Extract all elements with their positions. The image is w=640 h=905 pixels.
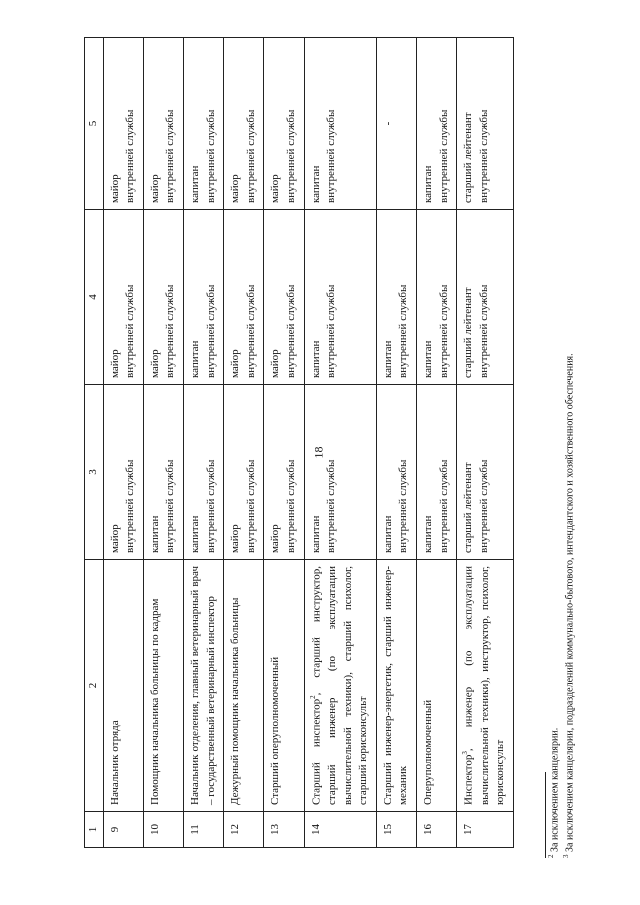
footnote-mark: 2: [308, 695, 317, 699]
page-number: 18: [311, 446, 326, 459]
row-number: 12: [224, 812, 264, 848]
position-name: Дежурный помощник начальника больницы: [224, 560, 264, 812]
rank-cell-c3: майор внутренней службы: [264, 385, 304, 560]
rank-cell-c3: майор внутренней службы: [224, 385, 264, 560]
position-name: Оперуполномоченный: [417, 560, 457, 812]
position-name: Начальник отряда: [103, 560, 143, 812]
position-name: Инспектор$^3$, инженер (по эксплуатации вычислительной техники), инструктор, психолог, юрисконсульт: [457, 560, 513, 812]
header-col-3: 3: [85, 385, 104, 560]
row-number: 13: [264, 812, 304, 848]
rank-cell-c3: капитан внутренней службы: [184, 385, 224, 560]
rank-cell-c3: капитан внутренней службы: [376, 385, 416, 560]
position-name: Старший оперуполномоченный: [264, 560, 304, 812]
footnote-2: $^2$ За исключением канцелярии.: [547, 727, 561, 858]
table-row: [264, 38, 304, 848]
rank-table: [84, 37, 514, 848]
rank-cell-c4: майор внутренней службы: [103, 210, 143, 385]
header-col-2: 2: [85, 560, 104, 812]
row-number: 16: [417, 812, 457, 848]
rank-cell-c4: капитан внутренней службы: [417, 210, 457, 385]
header-col-4: 4: [85, 210, 104, 385]
rank-cell-c3: капитан внутренней службы: [143, 385, 183, 560]
table-row: [184, 38, 224, 848]
rank-cell-c4: старший лейтенант внутренней службы: [457, 210, 513, 385]
table-row: [143, 38, 183, 848]
rank-cell-c3: капитан внутренней службы: [417, 385, 457, 560]
rank-cell-c5: старший лейтенант внутренней службы: [457, 38, 513, 210]
position-name: Помощник начальника больницы по кадрам: [143, 560, 183, 812]
table-row: [224, 38, 264, 848]
rank-cell-c5: майор внутренней службы: [264, 38, 304, 210]
rank-cell-c5: капитан внутренней службы: [304, 38, 376, 210]
rank-table-container: [84, 38, 507, 848]
table-row: [376, 38, 416, 848]
row-number: 10: [143, 812, 183, 848]
footnotes: [547, 38, 577, 858]
table-row: [103, 38, 143, 848]
rank-cell-c5: капитан внутренней службы: [184, 38, 224, 210]
header-col-5: 5: [85, 38, 104, 210]
rank-cell-c4: капитан внутренней службы: [184, 210, 224, 385]
rank-cell-c3: старший лейтенант внутренней службы: [457, 385, 513, 560]
rank-cell-c4: капитан внутренней службы: [304, 210, 376, 385]
rank-cell-c3: капитан внутренней службы: [304, 385, 376, 560]
row-number: 17: [457, 812, 513, 848]
header-col-1: 1: [85, 812, 104, 848]
rank-cell-c4: майор внутренней службы: [143, 210, 183, 385]
rank-cell-c5: капитан внутренней службы: [417, 38, 457, 210]
footnote-mark: 3: [461, 751, 470, 755]
rank-cell-c4: капитан внутренней службы: [376, 210, 416, 385]
row-number: 14: [304, 812, 376, 848]
rank-cell-c5: -: [376, 38, 416, 210]
row-number: 15: [376, 812, 416, 848]
footnote-3: $^3$ За исключением канцелярии, подразделений коммунально-бытового, интендантского и хозяйственного обеспечения.: [561, 353, 576, 858]
rank-cell-c5: майор внутренней службы: [143, 38, 183, 210]
position-name: Старший инспектор$^2$, старший инструктор, старший инженер (по эксплуатации вычислительной техники), старший психолог, старший юрисконсульт: [304, 560, 376, 812]
rank-cell-c4: майор внутренней службы: [264, 210, 304, 385]
row-number: 9: [103, 812, 143, 848]
table-row: [417, 38, 457, 848]
rank-cell-c3: майор внутренней службы: [103, 385, 143, 560]
position-name: Старший инженер-энергетик, старший инженер-механик: [376, 560, 416, 812]
header-row: [85, 38, 104, 848]
position-name: Начальник отделения, главный ветеринарный врач – государственный ветеринарный инспектор: [184, 560, 224, 812]
rank-cell-c4: майор внутренней службы: [224, 210, 264, 385]
table-row: [457, 38, 513, 848]
rank-cell-c5: майор внутренней службы: [103, 38, 143, 210]
row-number: 11: [184, 812, 224, 848]
table-row: [304, 38, 376, 848]
rank-cell-c5: майор внутренней службы: [224, 38, 264, 210]
